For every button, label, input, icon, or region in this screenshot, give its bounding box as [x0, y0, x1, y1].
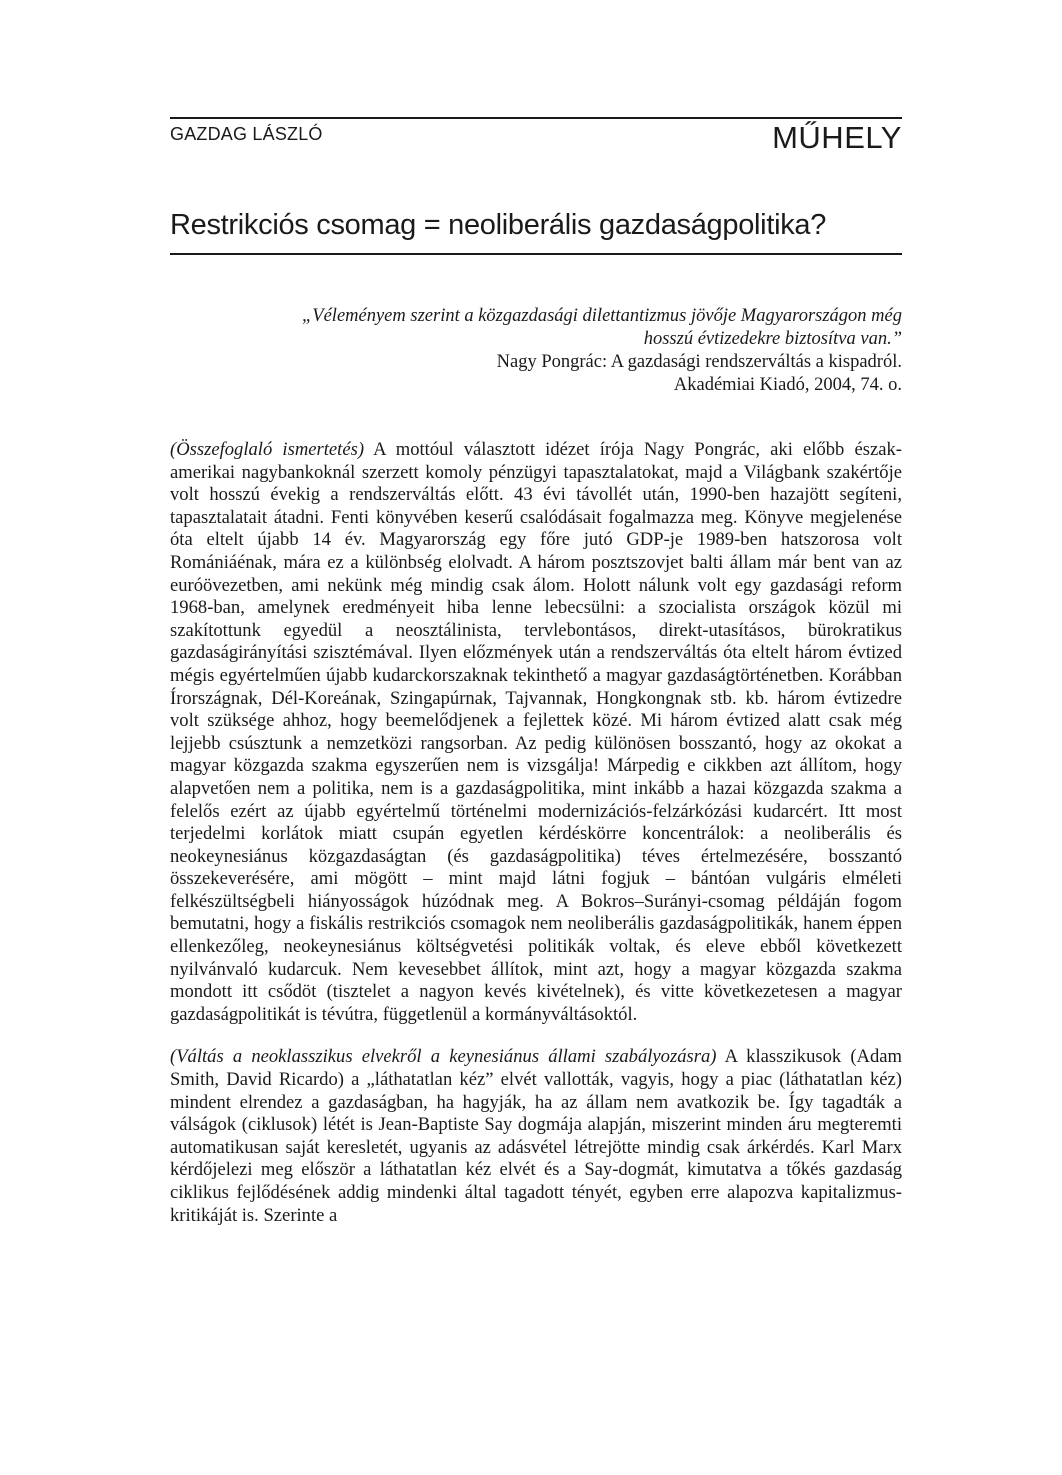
article-title: Restrikciós csomag = neoliberális gazdaságpolitika? [170, 209, 827, 241]
header-rule [170, 117, 902, 119]
section-label: MŰHELY [772, 120, 902, 155]
motto-block [200, 305, 902, 397]
paragraph-keynesian-shift [170, 1046, 902, 1227]
paragraph-lead: (Váltás a neoklasszikus elvekről a keynesiánus állami szabályozásra) [170, 1046, 717, 1068]
motto-source-line-1: Nagy Pongrác: A gazdasági rendszerváltás a kispadról. [496, 352, 902, 372]
article-body [170, 439, 902, 1247]
motto-quote-line-1: „Véleményem szerint a közgazdasági dilettantizmus jövője Magyarországon még [302, 306, 902, 326]
title-rule [170, 253, 902, 255]
author-name: GAZDAG LÁSZLÓ [170, 124, 323, 144]
motto-source-line-2: Akadémiai Kiadó, 2004, 74. o. [673, 375, 902, 395]
paragraph-text: A klasszikusok (Adam Smith, David Ricardo) a „láthatatlan kéz” elvét vallották, vagyis, hogy a piac (láthatatlan kéz) mindent elrendez a gazdaságban, ha hagyják, ha az állam nem avatkozik be. Így tagadták a válságok (ciklusok) létét is Jean-Baptiste Say dogmája alapján, miszerint minden áru megteremti automatikusan saját keresletét, ugyanis az adásvétel létrejötte mindig csak árkérdés. Karl Marx kérdőjelezi meg először a láthatatlan kéz elvét és a Say-dogmát, kimutatva a tőkés gazdaság ciklikus fejlődésének addig mindenki által tagadott tényét, egyben erre alapozva kapitalizmus-kritikáját is. Szerinte a [170, 1046, 902, 1226]
paragraph-lead: (Összefoglaló ismertetés) [170, 439, 365, 460]
motto-quote-line-2: hosszú évtizedekre biztosítva van.” [643, 329, 902, 349]
paragraph-text: A mottóul választott idézet írója Nagy Pongrác, aki előbb észak-amerikai nagybankoknál szerzett komoly pénzügyi tapasztalatokat, majd a Világbank szakértője volt hosszú évekig a rendszerváltás előtt. 43 évi távollét után, 1990-ben hazajött segíteni, tapasztalatait átadni. Fenti könyvében keserű csalódásait fogalmazza meg. Könyve megjelenése óta eltelt újabb 14 év. Magyarország egy főre jutó GDP-je 1989-ben hatszorosa volt Romániáénak, mára ez a különbség elolvadt. A három posztszovjet balti állam már bent van az euróövezetben, ami nekünk még mindig csak álom. Holott nálunk volt egy gazdasági reform 1968-ban, amelynek eredményeit hiba lenne lebecsülni: a szocialista országok közül mi szakítottunk egyedül a neosztálinista, tervlebontásos, direkt-utasításos, bürokratikus gazdaságirányítási szisztémával. Ilyen előzmények után a rendszerváltás óta eltelt három évtized mégis egyértelműen újabb kudarckorszaknak tekinthető a magyar gazdaságtörténetben. Korábban Írországnak, Dél-Koreának, Szingapúrnak, Tajvannak, Hongkongnak stb. kb. három évtizedre volt szüksége ahhoz, hogy beemelődjenek a fejlettek közé. Mi három évtized alatt csak még lejjebb csúsztunk a nemzetközi rangsorban. Az pedig különösen bosszantó, hogy az okokat a magyar közgazda szakma egyszerűen nem is vizsgálja! Márpedig e cikkben azt állítom, hogy alapvetően nem a politika, nem is a gazdaságpolitika, mint inkább a hazai közgazda szakma a felelős ezért az újabb egyértelmű történelmi modernizációs-felzárkózási kudarcért. Itt most terjedelmi korlátok miatt csupán egyetlen kérdéskörre koncentrálok: a neoliberális és neokeynesiánus közgazdaságtan (és gazdaságpolitika) téves értelmezésére, bosszantó összekeverésére, ami mögött – mint majd látni fogjuk – bántóan vulgáris elméleti felkészültségbeli hiányosságok húzódnak meg. A Bokros–Surányi-csomag példáján fogom bemutatni, hogy a fiskális restrikciós csomagok nem neoliberális gazdaságpolitikák, hanem éppen ellenkezőleg, neokeynesiánus költségvetési politikák voltak, és eleve ebből következett nyilvánvaló kudarcuk. Nem kevesebbet állítok, mint azt, hogy a magyar közgazda szakma mondott itt csődöt (tisztelet a nagyon kevés kivételnek), és vitte következetesen a magyar gazdaságpolitikát is tévútra, függetlenül a kormányváltásoktól. [170, 439, 902, 1025]
paragraph-summary [170, 439, 902, 1026]
